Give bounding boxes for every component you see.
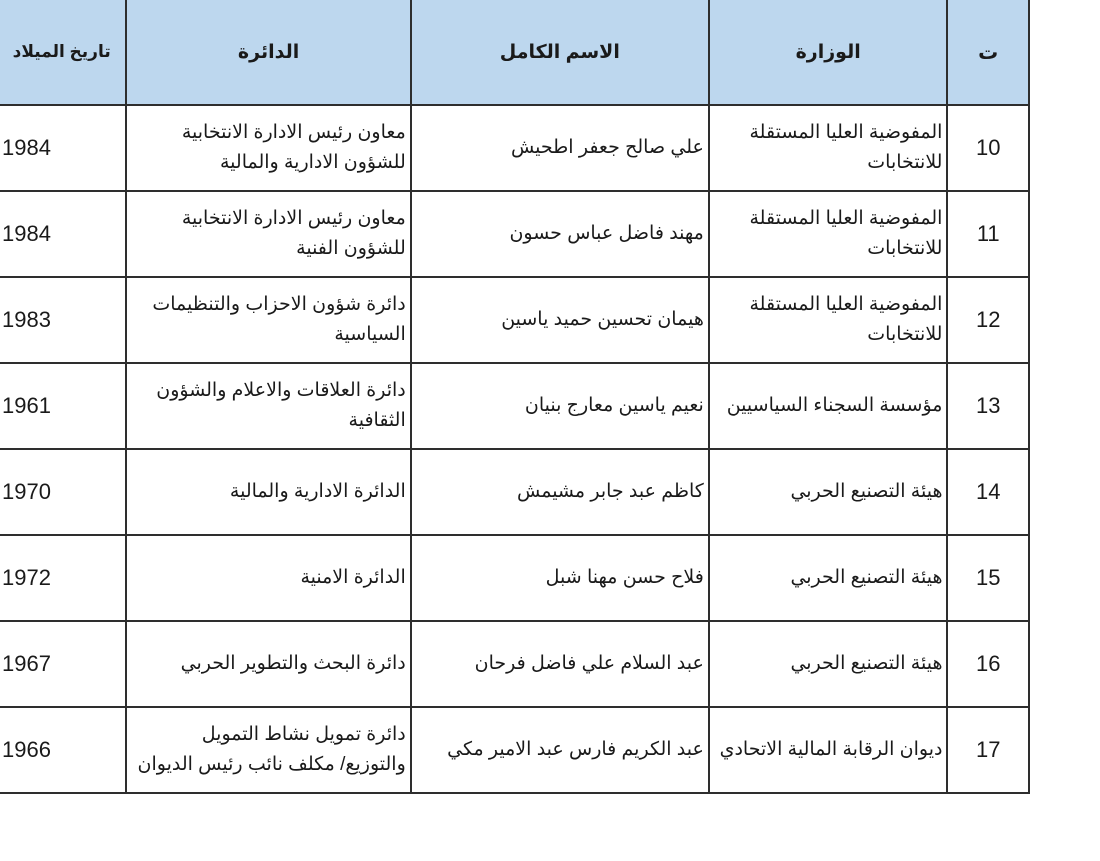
cell-birth-year: 1984: [0, 191, 126, 277]
header-full-name: الاسم الكامل: [411, 0, 709, 105]
cell-ministry: ديوان الرقابة المالية الاتحادي: [709, 707, 948, 793]
cell-department: الدائرة الادارية والمالية: [126, 449, 410, 535]
cell-seq: 12: [947, 277, 1029, 363]
cell-full-name: عبد الكريم فارس عبد الامير مكي: [411, 707, 709, 793]
cell-seq: 15: [947, 535, 1029, 621]
table-row: [0, 535, 1029, 621]
cell-ministry: مؤسسة السجناء السياسيين: [709, 363, 948, 449]
cell-seq: 11: [947, 191, 1029, 277]
cell-birth-year: 1983: [0, 277, 126, 363]
cell-seq: 13: [947, 363, 1029, 449]
table-row: [0, 191, 1029, 277]
header-seq: ت: [947, 0, 1029, 105]
header-birth-date: تاريخ الميلاد: [0, 0, 126, 105]
header-department: الدائرة: [126, 0, 410, 105]
table-row: [0, 449, 1029, 535]
cell-department: دائرة شؤون الاحزاب والتنظيمات السياسية: [126, 277, 410, 363]
cell-ministry: المفوضية العليا المستقلة للانتخابات: [709, 105, 948, 191]
table-row: [0, 363, 1029, 449]
cell-ministry: هيئة التصنيع الحربي: [709, 621, 948, 707]
cell-full-name: علي صالح جعفر اطحيش: [411, 105, 709, 191]
cell-seq: 10: [947, 105, 1029, 191]
table-row: [0, 277, 1029, 363]
cell-birth-year: 1970: [0, 449, 126, 535]
cell-birth-year: 1966: [0, 707, 126, 793]
cell-department: دائرة البحث والتطوير الحربي: [126, 621, 410, 707]
cell-birth-year: 1972: [0, 535, 126, 621]
cell-full-name: هيمان تحسين حميد ياسين: [411, 277, 709, 363]
cell-full-name: كاظم عبد جابر مشيمش: [411, 449, 709, 535]
cell-birth-year: 1984: [0, 105, 126, 191]
cell-ministry: المفوضية العليا المستقلة للانتخابات: [709, 191, 948, 277]
cell-department: دائرة العلاقات والاعلام والشؤون الثقافية: [126, 363, 410, 449]
cell-seq: 16: [947, 621, 1029, 707]
header-ministry: الوزارة: [709, 0, 948, 105]
cell-birth-year: 1967: [0, 621, 126, 707]
cell-ministry: المفوضية العليا المستقلة للانتخابات: [709, 277, 948, 363]
cell-full-name: عبد السلام علي فاضل فرحان: [411, 621, 709, 707]
cell-department: الدائرة الامنية: [126, 535, 410, 621]
cell-full-name: فلاح حسن مهنا شبل: [411, 535, 709, 621]
table-row: [0, 621, 1029, 707]
cell-birth-year: 1961: [0, 363, 126, 449]
cell-department: معاون رئيس الادارة الانتخابية للشؤون الادارية والمالية: [126, 105, 410, 191]
cell-seq: 14: [947, 449, 1029, 535]
table-header-row: [0, 0, 1029, 105]
cell-ministry: هيئة التصنيع الحربي: [709, 535, 948, 621]
cell-seq: 17: [947, 707, 1029, 793]
table-row: [0, 105, 1029, 191]
cell-ministry: هيئة التصنيع الحربي: [709, 449, 948, 535]
cell-full-name: نعيم ياسين معارج بنيان: [411, 363, 709, 449]
cell-full-name: مهند فاضل عباس حسون: [411, 191, 709, 277]
cell-department: معاون رئيس الادارة الانتخابية للشؤون الفنية: [126, 191, 410, 277]
table-row: [0, 707, 1029, 793]
cell-department: دائرة تمويل نشاط التمويل والتوزيع/ مكلف نائب رئيس الديوان: [126, 707, 410, 793]
